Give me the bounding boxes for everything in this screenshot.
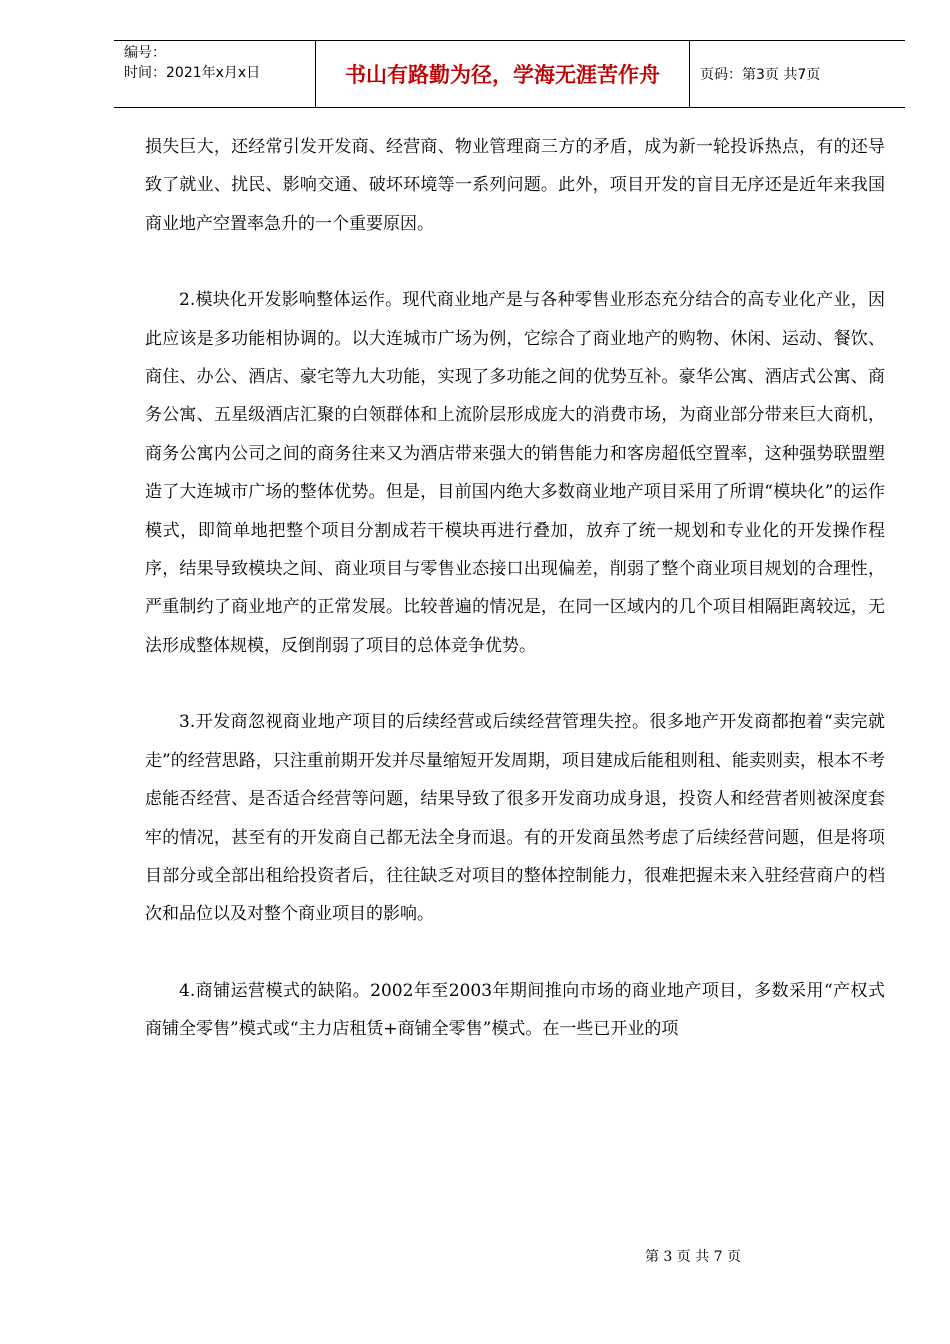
document-body [145,128,885,1049]
paragraph-item-2: 2.模块化开发影响整体运作。现代商业地产是与各种零售业形态充分结合的高专业化产业，因此应该是多功能相协调的。以大连城市广场为例，它综合了商业地产的购物、休闲、运动、餐饮、商住、办公、酒店、豪宅等九大功能，实现了多功能之间的优势互补。豪华公寓、酒店式公寓、商务公寓、五星级酒店汇聚的白领群体和上流阶层形成庞大的消费市场，为商业部分带来巨大商机，商务公寓内公司之间的商务往来又为酒店带来强大的销售能力和客房超低空置率，这种强势联盟塑造了大连城市广场的整体优势。但是，目前国内绝大多数商业地产项目采用了所谓“模块化”的运作模式，即简单地把整个项目分割成若干模块再进行叠加，放弃了统一规划和专业化的开发操作程序，结果导致模块之间、商业项目与零售业态接口出现偏差，削弱了整个商业项目规划的合理性，严重制约了商业地产的正常发展。比较普遍的情况是，在同一区域内的几个项目相隔距离较远，无法形成整体规模，反倒削弱了项目的总体竞争优势。 [145,290,885,656]
document-time-label: 时间：2021年x月x日 [124,65,261,81]
header-page-number: 页码：第3页 共7页 [700,67,821,83]
paragraph-continuation: 损失巨大，还经常引发开发商、经营商、物业管理商三方的矛盾，成为新一轮投诉热点，有的还导致了就业、扰民、影响交通、破坏环境等一系列问题。此外，项目开发的盲目无序还是近年来我国商业地产空置率急升的一个重要原因。 [145,137,885,234]
paragraph-item-4: 4.商铺运营模式的缺陷。2002年至2003年期间推向市场的商业地产项目，多数采用“产权式商铺全零售”模式或“主力店租赁+商铺全零售”模式。在一些已开业的项 [145,980,885,1040]
header-meta [114,41,316,107]
footer-page-number: 第 3 页 共 7 页 [644,1249,742,1265]
header-motto: 书山有路勤为径，学海无涯苦作舟 [316,41,690,107]
paragraph-item-3: 3.开发商忽视商业地产项目的后续经营或后续经营管理失控。很多地产开发商都抱着“卖完就走”的经营思路，只注重前期开发并尽量缩短开发周期，项目建成后能租则租、能卖则卖，根本不考虑能否经营、是否适合经营等问题，结果导致了很多开发商功成身退，投资人和经营者则被深度套牢的情况，甚至有的开发商自己都无法全身而退。有的开发商虽然考虑了后续经营问题，但是将项目部分或全部出租给投资者后，往往缺乏对项目的整体控制能力，很难把握未来入驻经营商户的档次和品位以及对整个商业项目的影响。 [145,712,885,925]
page-header [114,40,905,108]
document-number-label: 编号： [124,45,166,61]
page-footer [0,1246,950,1266]
